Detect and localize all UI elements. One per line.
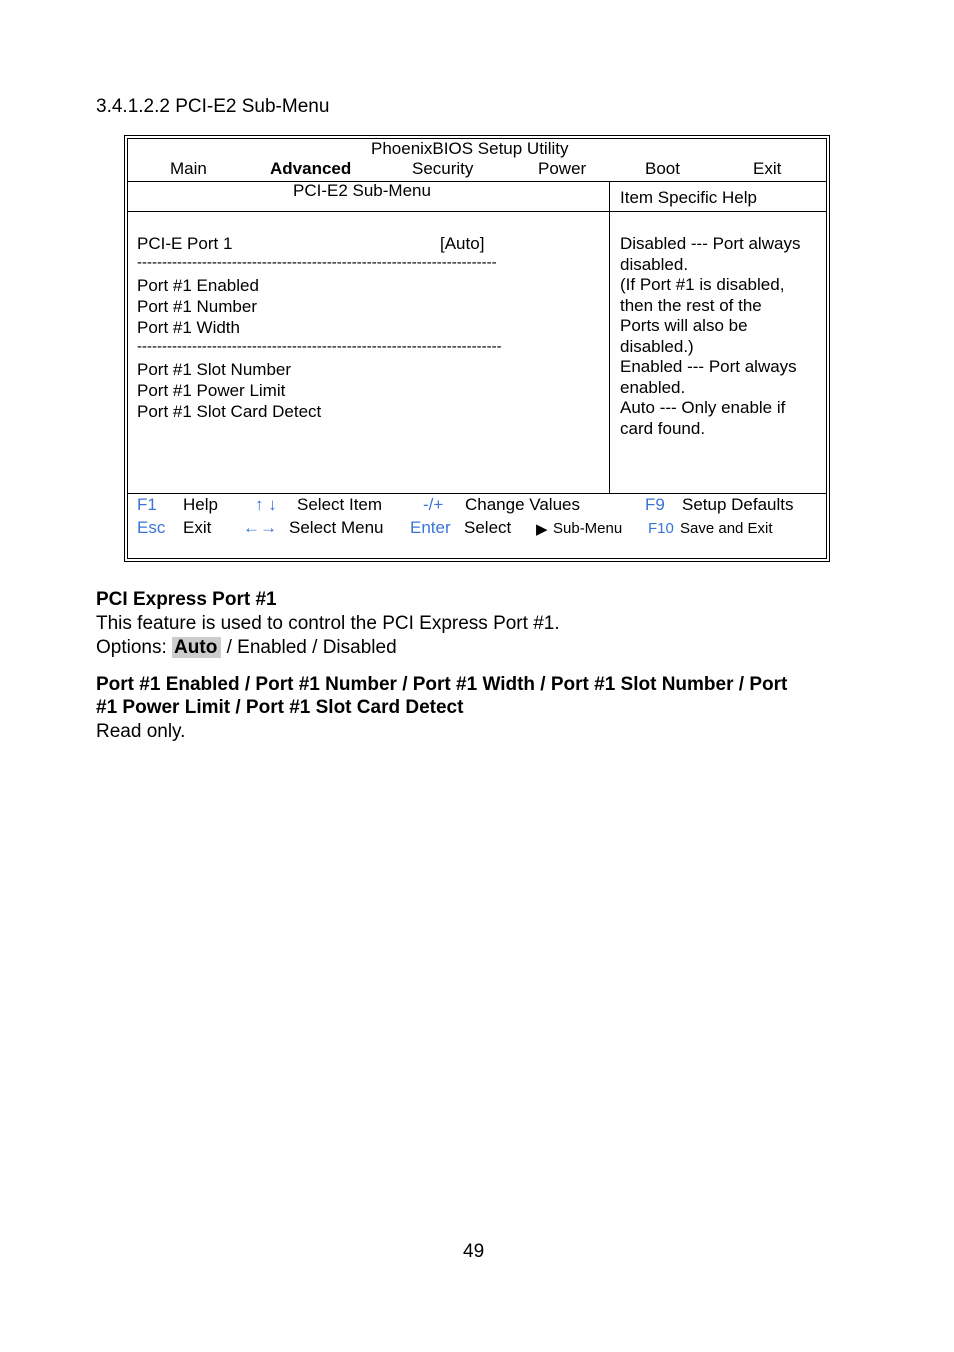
help-text-line: enabled. — [620, 377, 686, 397]
left-right-arrows-icon: ←→ — [243, 518, 277, 537]
setting-slot-card-detect: Port #1 Slot Card Detect — [137, 402, 322, 421]
key-help-label: Help — [183, 495, 218, 514]
key-enter: Enter — [410, 518, 451, 537]
setting-slot-number: Port #1 Slot Number — [137, 360, 292, 379]
key-exit-label: Exit — [183, 518, 212, 537]
options-rest: / Enabled / Disabled — [221, 637, 397, 658]
menu-main[interactable]: Main — [170, 159, 207, 178]
description-heading: PCI Express Port #1 — [96, 589, 277, 610]
menu-exit[interactable]: Exit — [753, 159, 782, 178]
bios-screen-inner — [127, 138, 827, 559]
separator: ------------------------------------------------------------------------- — [137, 338, 502, 355]
options-default: Auto — [172, 637, 221, 658]
description-text: This feature is used to control the PCI Express Port #1. — [96, 613, 560, 634]
help-title: Item Specific Help — [620, 188, 757, 207]
options-prefix: Options: — [96, 637, 173, 658]
submenu-arrow-icon: ▶ — [536, 521, 548, 538]
key-minus-plus: -/+ — [423, 495, 444, 514]
key-save-exit-label: Save and Exit — [680, 520, 773, 537]
panel-title-divider — [128, 211, 826, 212]
up-down-arrows-icon: ↑ ↓ — [255, 495, 277, 514]
menu-boot[interactable]: Boot — [645, 159, 680, 178]
key-legend-divider — [128, 493, 826, 494]
key-esc: Esc — [137, 518, 166, 537]
help-panel-divider — [609, 181, 610, 493]
setting-pcie-port-1-value[interactable]: [Auto] — [440, 234, 485, 253]
key-setup-defaults-label: Setup Defaults — [682, 495, 794, 514]
key-f9: F9 — [645, 495, 665, 514]
key-select-menu-label: Select Menu — [289, 518, 384, 537]
key-select-item-label: Select Item — [297, 495, 383, 514]
options-line — [96, 637, 397, 659]
menu-divider — [128, 181, 826, 182]
setting-power-limit: Port #1 Power Limit — [137, 381, 286, 400]
help-text-line: Disabled --- Port always — [620, 234, 801, 253]
help-text-line: disabled.) — [620, 336, 694, 356]
setting-port-number: Port #1 Number — [137, 297, 257, 316]
help-text-line: (If Port #1 is disabled, — [620, 275, 785, 294]
readonly-heading-line2: #1 Power Limit / Port #1 Slot Card Detect — [96, 697, 464, 718]
key-change-values-label: Change Values — [465, 495, 580, 514]
section-heading: 3.4.1.2.2 PCI-E2 Sub-Menu — [96, 96, 330, 117]
menu-security[interactable]: Security — [412, 159, 474, 178]
help-text-line: then the rest of the — [620, 295, 762, 315]
bios-screen — [124, 135, 830, 562]
setting-pcie-port-1[interactable]: PCI-E Port 1 — [137, 234, 233, 253]
key-submenu-label: Sub-Menu — [553, 520, 623, 537]
setting-port-enabled: Port #1 Enabled — [137, 276, 259, 295]
key-f1: F1 — [137, 495, 157, 514]
menu-power[interactable]: Power — [538, 159, 587, 178]
help-text-line: Auto --- Only enable if — [620, 398, 786, 417]
setting-port-width: Port #1 Width — [137, 318, 240, 337]
help-text-line: Ports will also be — [620, 316, 748, 335]
help-text-line: card found. — [620, 418, 706, 438]
separator: ------------------------------------------------------------------------ — [137, 254, 497, 271]
bios-title: PhoenixBIOS Setup Utility — [371, 139, 569, 158]
readonly-text: Read only. — [96, 721, 186, 742]
help-text-line: Enabled --- Port always — [620, 357, 797, 376]
menu-advanced[interactable]: Advanced — [270, 159, 352, 178]
help-text-line: disabled. — [620, 254, 689, 274]
readonly-heading-line1: Port #1 Enabled / Port #1 Number / Port #1 Width / Port #1 Slot Number / Port — [96, 674, 788, 695]
key-f10: F10 — [648, 520, 674, 537]
key-select-label: Select — [464, 518, 512, 537]
panel-title: PCI-E2 Sub-Menu — [293, 181, 431, 200]
page-number: 49 — [463, 1241, 485, 1262]
